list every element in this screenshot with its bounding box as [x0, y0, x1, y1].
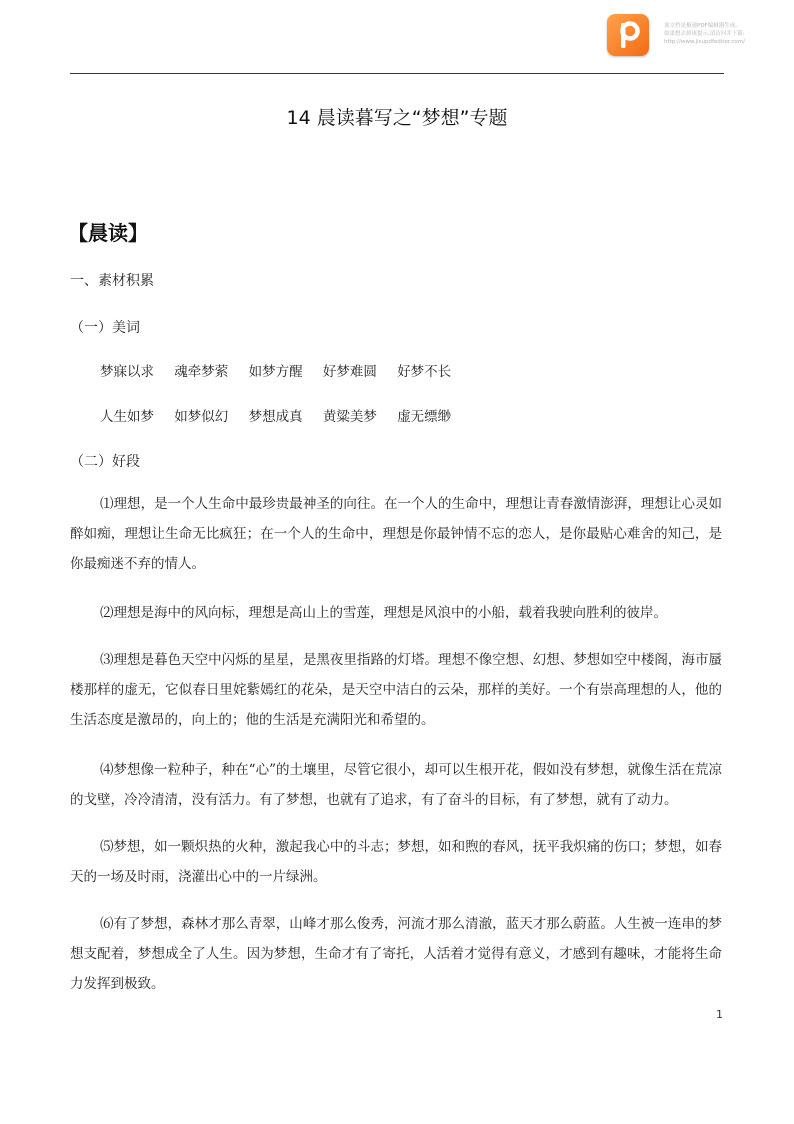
section-heading: 【晨读】: [68, 221, 148, 245]
word-item: 魂牵梦萦: [174, 364, 229, 380]
word-item: 梦寐以求: [100, 364, 154, 380]
word-row: [100, 360, 467, 380]
paragraph: ⑴理想，是一个人生命中最珍贵最神圣的向往。在一个人的生命中，理想让青春激情澎湃，理想让心灵如醉如痴，理想让生命无比疯狂；在一个人的生命中，理想是你最钟情不忘的恋人，是你最贴心难舍的知己，是你最痴迷不弃的情人。: [70, 496, 722, 572]
paragraph: ⑹有了梦想，森林才那么青翠，山峰才那么俊秀，河流才那么清澈，蓝天才那么蔚蓝。人生被一连串的梦想支配着，梦想成全了人生。因为梦想，生命才有了寄托，人活着才觉得有意义，才感到有趣味，才能将生命力发挥到极致。: [70, 916, 722, 992]
word-item: 如梦方醒: [248, 364, 303, 380]
word-item: 好梦不长: [397, 364, 452, 380]
word-item: 虚无缥缈: [397, 409, 452, 425]
p-logo-icon: [607, 14, 649, 56]
page-number: 1: [716, 1008, 723, 1021]
watermark-line: 该文档是极速PDF编辑器生成,: [664, 23, 737, 29]
paragraph: ⑵理想是海中的风向标，理想是高山上的雪莲，理想是风浪中的小船，载着我驶向胜利的彼岸。: [100, 605, 667, 621]
editor-watermark: [664, 22, 786, 46]
word-item: 黄粱美梦: [322, 409, 377, 425]
watermark-line: 如果想去掉该提示,请访问并下载:: [664, 31, 745, 37]
subsection-heading-words: （一）美词: [70, 320, 140, 336]
watermark-line: http://www.jisupdfeditor.com/: [664, 39, 745, 45]
word-item: 好梦难圆: [322, 364, 377, 380]
word-item: 人生如梦: [100, 409, 154, 425]
subsection-heading-paragraphs: （二）好段: [70, 454, 140, 470]
word-item: 梦想成真: [248, 409, 303, 425]
word-row: [100, 405, 467, 425]
word-item: 如梦似幻: [174, 409, 229, 425]
part-heading: 一、素材积累: [70, 273, 154, 289]
paragraph: ⑶理想是暮色天空中闪烁的星星，是黑夜里指路的灯塔。理想不像空想、幻想、梦想如空中楼阁，海市蜃楼那样的虚无，它似春日里姹紫嫣红的花朵，是天空中洁白的云朵，那样的美好。一个有崇高理想的人，他的生活态度是激昂的，向上的；他的生活是充满阳光和希望的。: [70, 652, 722, 728]
paragraph: ⑸梦想，如一颗炽热的火种，激起我心中的斗志；梦想，如和煦的春风，抚平我炽痛的伤口；梦想，如春天的一场及时雨，浇灌出心中的一片绿洲。: [70, 839, 722, 885]
header-divider: [70, 73, 724, 74]
paragraph: ⑷梦想像一粒种子，种在“心”的土壤里，尽管它很小，却可以生根开花，假如没有梦想，就像生活在荒凉的戈壁，冷冷清清，没有活力。有了梦想，也就有了追求，有了奋斗的目标，有了梦想，就有了动力。: [70, 762, 722, 808]
page-title: 14 晨读暮写之“梦想”专题: [286, 107, 508, 129]
